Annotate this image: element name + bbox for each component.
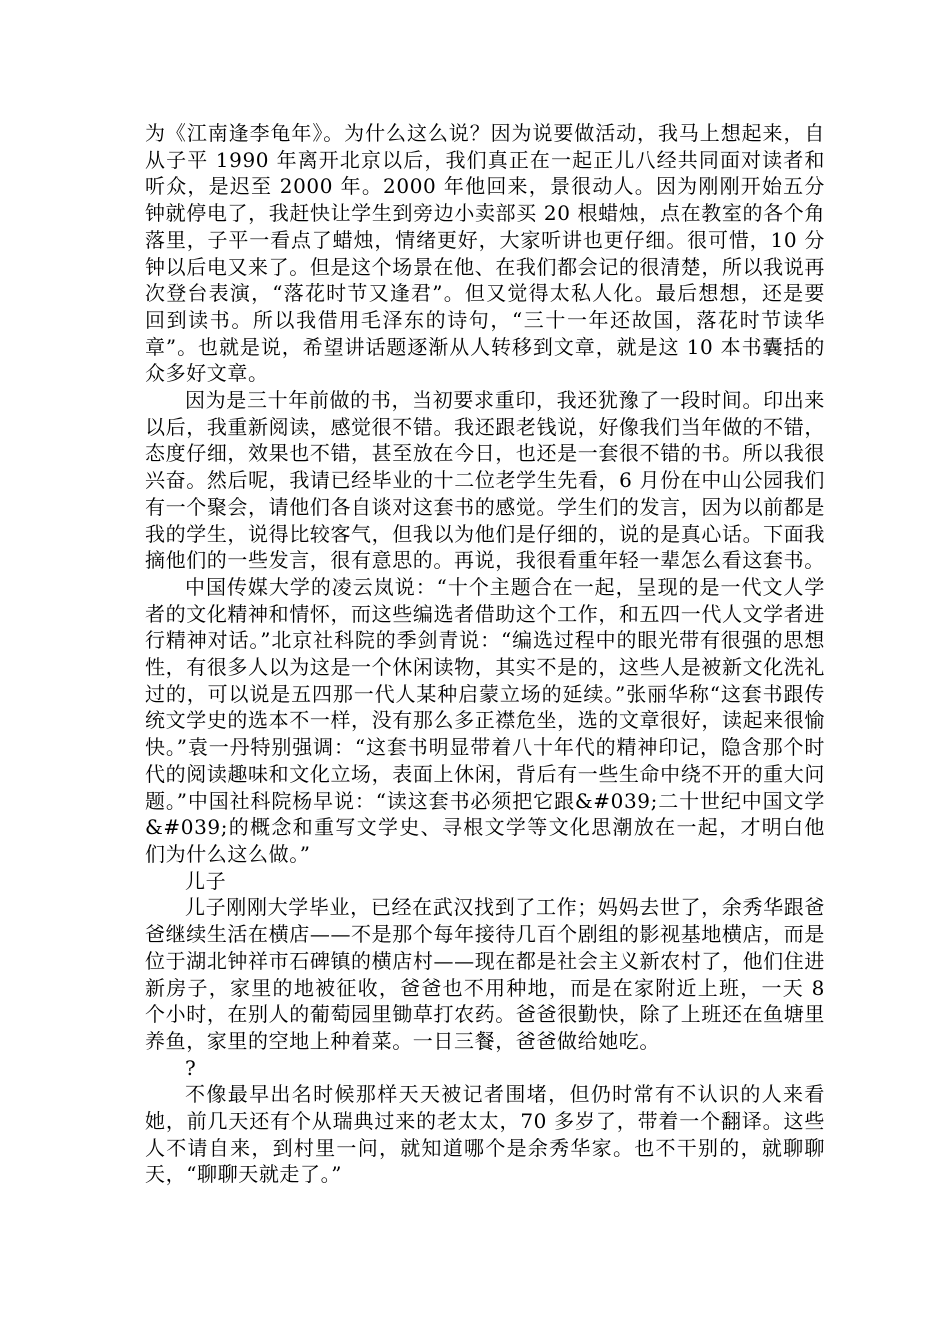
paragraph-1: 为《江南逢李龟年》。为什么这么说？因为说要做活动，我马上想起来，自从子平 1990 年离开北京以后，我们真正在一起正儿八经共同面对读者和听众，是迟至 2000 年。2000 年他回来，景很动人。因为刚刚开始五分钟就停电了，我赶快让学生到旁边小卖部买 20 根蜡烛，点在教室的各个角落里，子平一看点了蜡烛，情绪更好，大家听讲也更仔细。很可惜，10 分钟以后电又来了。但是这个场景在他、在我们都会记的很清楚，所以我说再次登台表演，“落花时节又逢君”。但又觉得太私人化。最后想想，还是要回到读书。所以我借用毛泽东的诗句，“三十一年还故国，落花时节读华章”。也就是说，希望讲话题逐渐从人转移到文章，就是这 10 本书囊括的众多好文章。 [145,121,825,386]
paragraph-2: 因为是三十年前做的书，当初要求重印，我还犹豫了一段时间。印出来以后，我重新阅读，感觉很不错。我还跟老钱说，好像我们当年做的不错，态度仔细，效果也不错，甚至放在今日，也还是一套很不错的书。所以我很兴奋。然后呢，我请已经毕业的十二位老学生先看，6 月份在中山公园我们有一个聚会，请他们各自谈对这套书的感觉。学生们的发言，因为以前都是我的学生，说得比较客气，但我以为他们是仔细的，说的是真心话。下面我摘他们的一些发言，很有意思的。再说，我很看重年轻一辈怎么看这套书。 [145,388,825,573]
paragraph-5: 不像最早出名时候那样天天被记者围堵，但仍时常有不认识的人来看她，前几天还有个从瑞典过来的老太太，70 多岁了，带着一个翻译。这些人不请自来，到村里一问，就知道哪个是余秀华家。也不干别的，就聊聊天，“聊聊天就走了。” [145,1082,825,1187]
paragraph-3: 中国传媒大学的凌云岚说：“十个主题合在一起，呈现的是一代文人学者的文化精神和情怀，而这些编选者借助这个工作，和五四一代人文学者进行精神对话。”北京社科院的季剑青说：“编选过程中的眼光带有很强的思想性，有很多人以为这是一个休闲读物，其实不是的，这些人是被新文化洗礼过的，可以说是五四那一代人某种启蒙立场的延续。”张丽华称“这套书跟传统文学史的选本不一样，没有那么多正襟危坐，选的文章很好，读起来很愉快。”袁一丹特别强调：“这套书明显带着八十年代的精神印记，隐含那个时代的阅读趣味和文化立场，表面上休闲，背后有一些生命中绕不开的重大问题。”中国社科院杨早说：“读这套书必须把它跟&#039;二十世纪中国文学&#039;的概念和重写文学史、寻根文学等文化思潮放在一起，才明白他们为什么这么做。” [145,574,825,866]
paragraph-question-mark: ? [185,1055,197,1080]
section-heading-son: 儿子 [185,868,227,893]
paragraph-4: 儿子刚刚大学毕业，已经在武汉找到了工作；妈妈去世了，余秀华跟爸爸继续生活在横店——不是那个每年接待几百个剧组的影视基地横店，而是位于湖北钟祥市石碑镇的横店村——现在都是社会主义新农村了，他们住进新房子，家里的地被征收，爸爸也不用种地，而是在家附近上班，一天 8 个小时，在别人的葡萄园里锄草打农药。爸爸很勤快，除了上班还在鱼塘里养鱼，家里的空地上种着菜。一日三餐，爸爸做给她吃。 [145,895,825,1053]
document-body [145,120,825,1188]
